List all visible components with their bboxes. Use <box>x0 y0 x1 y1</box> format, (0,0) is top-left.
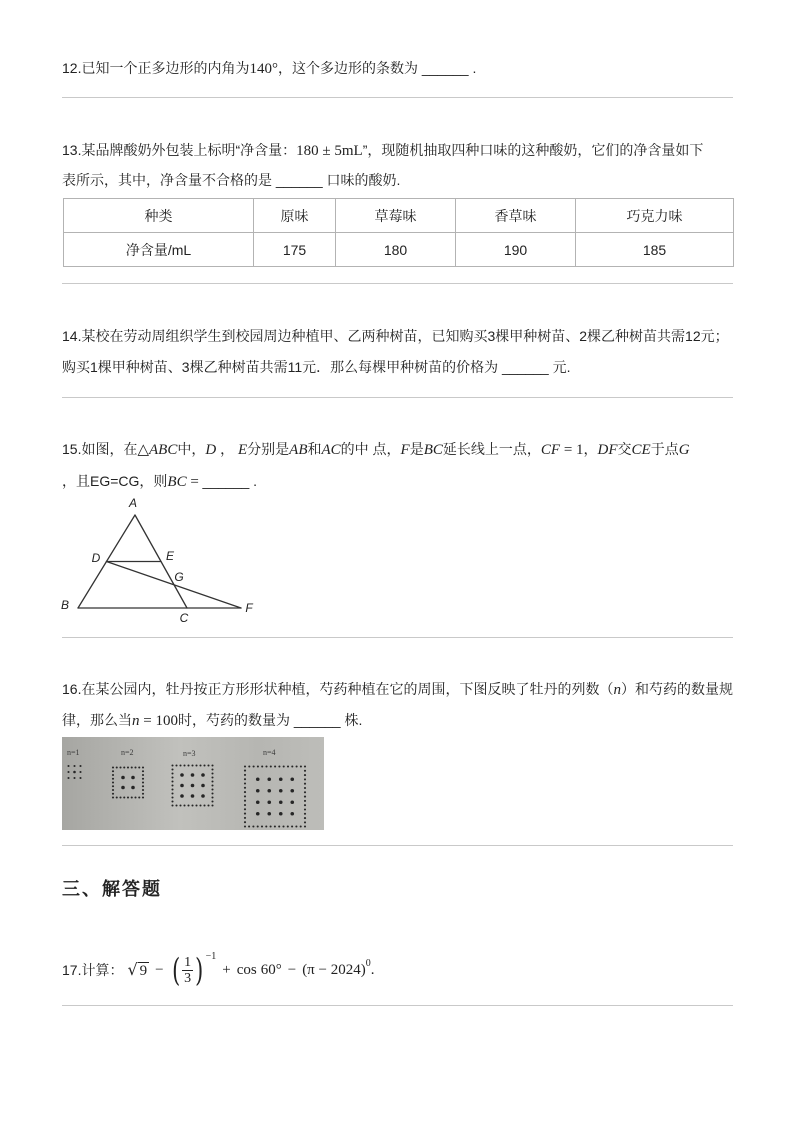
table-cell: 净含量/mL <box>64 233 254 267</box>
shaoyao-dot <box>300 765 302 767</box>
q12-angle: 140° <box>249 61 278 77</box>
shaoyao-dot <box>252 825 254 827</box>
shaoyao-dot <box>142 796 144 798</box>
answer-blank: ______ <box>502 359 549 375</box>
q16-text: ）和芍药的数量规 <box>620 681 733 697</box>
peony-dot <box>191 784 195 788</box>
q12-text: 12.已知一个正多边形的内角为 <box>62 60 250 76</box>
table-header-row <box>64 199 734 233</box>
point-label-e: E <box>165 549 175 563</box>
shaoyao-dot <box>282 825 284 827</box>
shaoyao-dot <box>171 800 173 802</box>
peony-dot <box>290 800 294 804</box>
math-var: DF <box>597 442 618 458</box>
math-var: F <box>400 442 410 458</box>
answer-blank: ______ <box>202 473 250 489</box>
math-var: AC <box>321 442 341 458</box>
shaoyao-dot <box>278 765 280 767</box>
shaoyao-dot <box>112 770 114 772</box>
shaoyao-dot <box>244 765 246 767</box>
shaoyao-dot <box>211 796 213 798</box>
q15-text: 于点 <box>650 441 679 457</box>
shaoyao-dot <box>131 766 133 768</box>
q14-text: 购买1棵甲种树苗、3棵乙种树苗共需11元．那么每棵甲种树苗的价格为 <box>62 359 502 375</box>
question-14-line-2 <box>62 357 571 377</box>
peony-dot <box>279 777 283 781</box>
shaoyao-dot <box>207 764 209 766</box>
shaoyao-dot <box>171 796 173 798</box>
shaoyao-dot <box>127 796 129 798</box>
shaoyao-dot <box>244 791 246 793</box>
q15-text: 延长线上一点， <box>442 441 541 457</box>
shaoyao-dot <box>304 774 306 776</box>
peony-dot <box>267 800 271 804</box>
shaoyao-dot <box>211 800 213 802</box>
q13-text: 13.某品牌酸奶外包装上标明“净含量： <box>62 142 297 158</box>
shaoyao-dot <box>112 796 114 798</box>
shaoyao-dot <box>304 825 306 827</box>
denominator: 3 <box>184 970 192 986</box>
cos-function: cos <box>236 961 257 978</box>
shaoyao-dot <box>142 778 144 780</box>
shaoyao-dot <box>274 825 276 827</box>
shaoyao-dot <box>304 765 306 767</box>
peony-dot <box>256 812 260 816</box>
period: . <box>370 961 375 978</box>
shaoyao-dot <box>171 784 173 786</box>
shaoyao-dot <box>304 796 306 798</box>
angle: 60° <box>260 961 282 978</box>
net-content-table <box>63 198 734 267</box>
shaoyao-dot <box>119 796 121 798</box>
point-label-a: A <box>128 496 138 510</box>
divider <box>62 1005 733 1006</box>
shaoyao-dot <box>278 825 280 827</box>
math-var: n <box>132 713 140 729</box>
shaoyao-dot <box>116 796 118 798</box>
shaoyao-dot <box>175 804 177 806</box>
shaoyao-dot <box>261 765 263 767</box>
pattern-label: n=2 <box>121 748 134 757</box>
shaoyao-dot <box>134 796 136 798</box>
peony-dot <box>256 777 260 781</box>
shaoyao-dot <box>270 825 272 827</box>
shaoyao-dot <box>244 825 246 827</box>
table-cell: 185 <box>576 233 734 267</box>
math-var: CE <box>631 442 651 458</box>
answer-blank: ______ <box>275 172 323 188</box>
math-var: E <box>237 442 248 458</box>
shaoyao-dot <box>304 770 306 772</box>
shaoyao-dot <box>300 825 302 827</box>
shaoyao-dot <box>142 766 144 768</box>
math-var: D <box>205 442 217 458</box>
shaoyao-dot <box>304 817 306 819</box>
table-cell: 190 <box>456 233 576 267</box>
shaoyao-dot <box>291 825 293 827</box>
q13-net-content: 180 ± 5mL <box>296 143 363 159</box>
shaoyao-dot <box>244 787 246 789</box>
peony-dot <box>279 800 283 804</box>
shaoyao-dot <box>187 764 189 766</box>
shaoyao-dot <box>171 788 173 790</box>
shaoyao-dot <box>304 808 306 810</box>
question-13-line-2 <box>62 170 400 190</box>
section-heading: 三、解答题 <box>62 879 162 899</box>
shaoyao-dot <box>295 825 297 827</box>
left-paren: ( <box>171 951 180 989</box>
shaoyao-dot <box>112 774 114 776</box>
dot-patterns <box>62 737 324 830</box>
shaoyao-dot <box>304 778 306 780</box>
q15-text: ， <box>583 441 598 457</box>
peony-dot <box>201 794 205 798</box>
q15-text: . <box>249 473 258 489</box>
q15-text: ，且EG=CG，则 <box>62 473 168 489</box>
shaoyao-dot <box>253 765 255 767</box>
q15-text: 中， <box>177 441 206 457</box>
shaoyao-dot <box>142 781 144 783</box>
point-label-b: B <box>60 598 70 612</box>
fraction <box>182 955 193 986</box>
radicand: 9 <box>139 963 148 979</box>
divider <box>62 97 733 98</box>
q15-text: 分别是 <box>247 441 290 457</box>
peony-dot <box>267 777 271 781</box>
shaoyao-dot <box>287 765 289 767</box>
shaoyao-dot <box>244 817 246 819</box>
shaoyao-dot <box>211 784 213 786</box>
shaoyao-dot <box>291 765 293 767</box>
q15-text: 交 <box>617 441 632 457</box>
shaoyao-dot <box>171 768 173 770</box>
shaoyao-dot <box>171 804 173 806</box>
shaoyao-dot <box>171 780 173 782</box>
planting-pattern-photo <box>62 737 324 830</box>
shaoyao-dot <box>211 804 213 806</box>
shaoyao-dot <box>191 764 193 766</box>
math-var: CF <box>540 442 561 458</box>
math-var: BC <box>167 474 187 490</box>
shaoyao-dot <box>131 796 133 798</box>
math-var: AB <box>289 442 308 458</box>
divider <box>62 845 733 846</box>
shaoyao-dot <box>261 825 263 827</box>
shaoyao-dot <box>211 764 213 766</box>
q13-text: ”，现随机抽取四种口味的这种酸奶，它们的净含量如下 <box>362 142 704 158</box>
divider <box>62 637 733 638</box>
q16-text: 律，那么当 <box>62 712 132 728</box>
question-16-line-1 <box>62 679 733 699</box>
table-header-cell: 种类 <box>64 199 254 233</box>
shaoyao-dot <box>304 800 306 802</box>
q14-text: 元. <box>548 359 571 375</box>
divider <box>62 397 733 398</box>
shaoyao-dot <box>199 764 201 766</box>
shaoyao-dot <box>112 781 114 783</box>
q15-text: 是 <box>409 441 424 457</box>
table-header-cell: 香草味 <box>456 199 576 233</box>
shaoyao-dot <box>211 776 213 778</box>
shaoyao-dot <box>244 778 246 780</box>
shaoyao-dot <box>73 765 75 767</box>
question-16-line-2 <box>62 710 362 730</box>
exponent: −1 <box>205 951 217 962</box>
shaoyao-dot <box>211 792 213 794</box>
shaoyao-dot <box>207 804 209 806</box>
pattern-label: n=1 <box>67 748 80 757</box>
shaoyao-dot <box>195 764 197 766</box>
point-label-d: D <box>91 551 101 565</box>
shaoyao-dot <box>183 804 185 806</box>
shaoyao-dot <box>287 825 289 827</box>
q13-text: 表所示，其中，净含量不合格的是 <box>62 172 276 188</box>
shaoyao-dot <box>138 796 140 798</box>
point-label-c: C <box>179 611 189 625</box>
peony-dot <box>256 789 260 793</box>
shaoyao-dot <box>73 777 75 779</box>
q15-text: 和 <box>307 441 322 457</box>
shaoyao-dot <box>171 764 173 766</box>
shaoyao-dot <box>244 813 246 815</box>
numerator: 1 <box>184 954 192 970</box>
q15-text: 15.如图，在 <box>62 441 138 457</box>
shaoyao-dot <box>119 766 121 768</box>
shaoyao-dot <box>296 765 298 767</box>
shaoyao-dot <box>142 793 144 795</box>
shaoyao-dot <box>67 771 69 773</box>
shaoyao-dot <box>67 777 69 779</box>
shaoyao-dot <box>142 774 144 776</box>
peony-dot <box>201 784 205 788</box>
shaoyao-dot <box>179 804 181 806</box>
minus-operator: − <box>287 961 297 978</box>
question-13-line-1 <box>62 140 703 160</box>
shaoyao-dot <box>244 800 246 802</box>
peony-dot <box>180 794 184 798</box>
q14-text: 14.某校在劳动周组织学生到校园周边种植甲、乙两种树苗，已知购买3棵甲种树苗、2棵乙种树苗共需12元； <box>62 328 729 344</box>
shaoyao-dot <box>123 796 125 798</box>
shaoyao-dot <box>211 780 213 782</box>
shaoyao-dot <box>199 804 201 806</box>
q16-text: 时，芍药的数量为 <box>177 712 294 728</box>
shaoyao-dot <box>211 768 213 770</box>
shaoyao-dot <box>195 804 197 806</box>
shaoyao-dot <box>171 772 173 774</box>
peony-dot <box>290 789 294 793</box>
question-15-line-2 <box>62 471 257 491</box>
math-expr: = 100 <box>139 713 178 729</box>
peony-dot <box>279 812 283 816</box>
radical-sign: √ <box>127 960 138 979</box>
peony-dot <box>191 794 195 798</box>
shaoyao-dot <box>304 791 306 793</box>
q15-text: ， <box>216 441 238 457</box>
shaoyao-dot <box>304 821 306 823</box>
question-17 <box>62 948 374 992</box>
shaoyao-dot <box>187 804 189 806</box>
answer-blank: ______ <box>293 712 341 728</box>
math-var: BC <box>423 442 443 458</box>
shaoyao-dot <box>257 825 259 827</box>
shaoyao-dot <box>79 771 81 773</box>
table-row <box>64 233 734 267</box>
shaoyao-dot <box>179 764 181 766</box>
table-header-cell: 原味 <box>254 199 336 233</box>
math-expr: = 1 <box>560 442 584 458</box>
shaoyao-dot <box>304 813 306 815</box>
peony-dot <box>267 812 271 816</box>
peony-dot <box>290 777 294 781</box>
shaoyao-dot <box>191 804 193 806</box>
peony-dot <box>121 786 125 790</box>
q15-text: 的中 点， <box>340 441 401 457</box>
peony-dot <box>121 776 125 780</box>
answer-blank: ______ <box>421 60 469 76</box>
math-var: G <box>678 442 690 458</box>
shaoyao-dot <box>127 766 129 768</box>
question-15-line-1 <box>62 439 690 459</box>
shaoyao-dot <box>248 825 250 827</box>
shaoyao-dot <box>244 770 246 772</box>
shaoyao-dot <box>203 764 205 766</box>
peony-dot <box>180 773 184 777</box>
shaoyao-dot <box>142 789 144 791</box>
q17-label: 17.计算： <box>62 962 124 978</box>
plus-operator: + <box>222 961 231 978</box>
shaoyao-dot <box>79 777 81 779</box>
shaoyao-dot <box>244 774 246 776</box>
table-cell: 180 <box>336 233 456 267</box>
q16-text: 株. <box>340 712 363 728</box>
shaoyao-dot <box>211 788 213 790</box>
table-header-cell: 草莓味 <box>336 199 456 233</box>
q12-text: . <box>468 60 477 76</box>
peony-dot <box>279 789 283 793</box>
shaoyao-dot <box>112 789 114 791</box>
shaoyao-dot <box>274 765 276 767</box>
shaoyao-dot <box>244 782 246 784</box>
peony-dot <box>131 786 135 790</box>
shaoyao-dot <box>175 764 177 766</box>
shaoyao-dot <box>116 766 118 768</box>
q13-text: 口味的酸奶. <box>322 172 401 188</box>
q12-text: ，这个多边形的条数为 <box>277 60 422 76</box>
shaoyao-dot <box>304 787 306 789</box>
shaoyao-dot <box>123 766 125 768</box>
shaoyao-dot <box>270 765 272 767</box>
point-label-g: G <box>174 570 184 584</box>
shaoyao-dot <box>142 785 144 787</box>
question-12 <box>62 58 476 78</box>
shaoyao-dot <box>203 804 205 806</box>
math-expr: = <box>186 474 203 490</box>
shaoyao-dot <box>112 766 114 768</box>
peony-dot <box>267 789 271 793</box>
shaoyao-dot <box>257 765 259 767</box>
shaoyao-dot <box>67 765 69 767</box>
shaoyao-dot <box>244 804 246 806</box>
math-var: n <box>613 682 621 698</box>
shaoyao-dot <box>244 795 246 797</box>
table-cell: 175 <box>254 233 336 267</box>
shaoyao-dot <box>304 804 306 806</box>
square-root <box>127 961 149 979</box>
shaoyao-dot <box>265 765 267 767</box>
pattern-label: n=4 <box>263 748 276 757</box>
shaoyao-dot <box>265 825 267 827</box>
math-var: ABC <box>149 442 178 458</box>
peony-dot <box>131 776 135 780</box>
divider <box>62 283 733 284</box>
shaoyao-dot <box>248 765 250 767</box>
peony-dot <box>73 771 76 774</box>
shaoyao-dot <box>283 765 285 767</box>
shaoyao-dot <box>112 793 114 795</box>
shaoyao-dot <box>304 783 306 785</box>
exponent: 0 <box>365 958 371 969</box>
shaoyao-dot <box>171 792 173 794</box>
pattern-label: n=3 <box>183 749 196 758</box>
peony-dot <box>180 784 184 788</box>
shaoyao-dot <box>244 808 246 810</box>
point-label-f: F <box>245 601 253 615</box>
shaoyao-dot <box>211 772 213 774</box>
minus-operator: − <box>155 961 164 978</box>
question-14-line-1 <box>62 326 729 346</box>
segment-df <box>107 562 242 609</box>
peony-dot <box>290 812 294 816</box>
triangle-symbol: △ <box>137 442 150 458</box>
shaoyao-dot <box>134 766 136 768</box>
shaoyao-dot <box>142 770 144 772</box>
shaoyao-dot <box>183 764 185 766</box>
shaoyao-dot <box>244 821 246 823</box>
peony-dot <box>256 800 260 804</box>
right-paren: ) <box>195 951 204 989</box>
shaoyao-dot <box>138 766 140 768</box>
shaoyao-dot <box>79 765 81 767</box>
shaoyao-dot <box>112 778 114 780</box>
peony-dot <box>201 773 205 777</box>
triangle-figure <box>50 490 270 630</box>
shaoyao-dot <box>112 785 114 787</box>
q16-text: 16.在某公园内，牡丹按正方形形状种植，芍药种植在它的周围，下图反映了牡丹的列数（ <box>62 681 614 697</box>
power-base: (π − 2024) <box>302 961 366 978</box>
table-header-cell: 巧克力味 <box>576 199 734 233</box>
shaoyao-dot <box>171 776 173 778</box>
peony-dot <box>191 773 195 777</box>
